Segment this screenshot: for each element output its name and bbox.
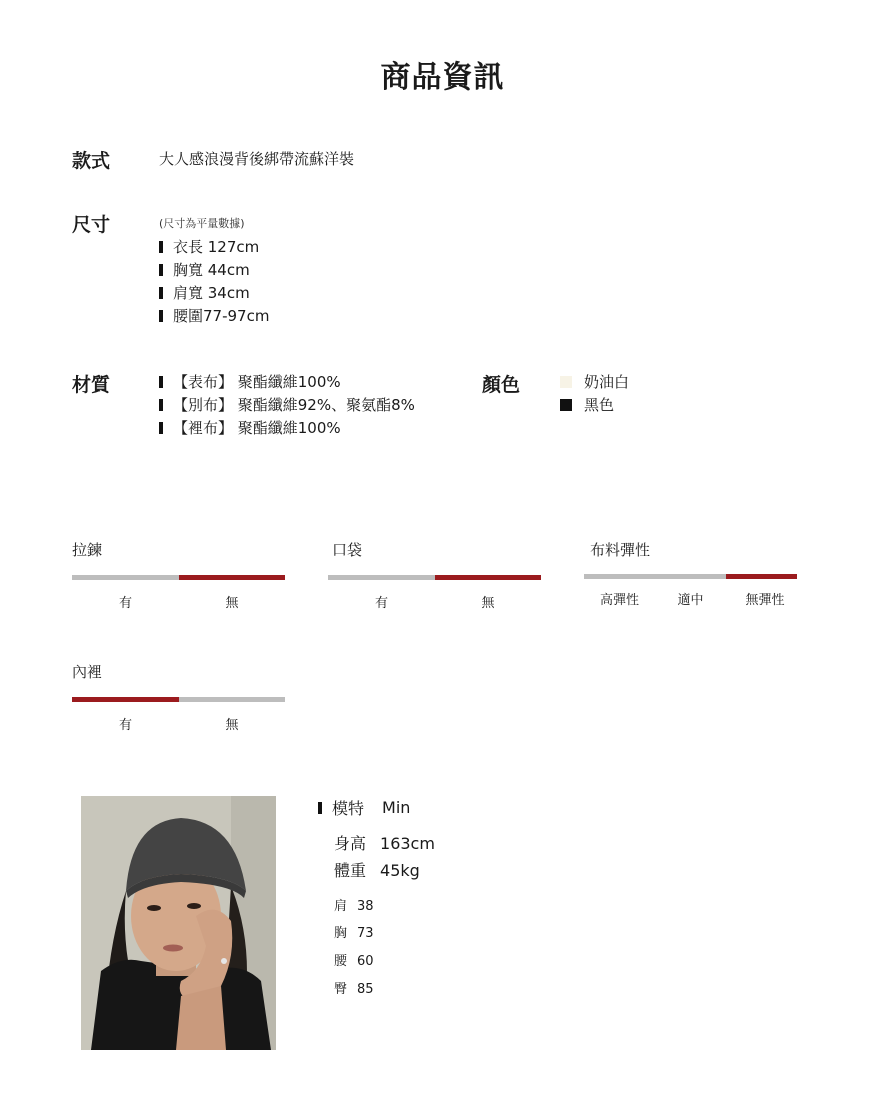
style-label: 款式 <box>72 150 111 172</box>
lining-option-label: 無 <box>225 718 239 733</box>
material-label: 材質 <box>72 374 111 396</box>
color-item: 奶油白 <box>560 370 629 393</box>
stretch-option-bar <box>726 574 797 579</box>
size-list <box>159 235 269 327</box>
size-label: 尺寸 <box>72 214 111 236</box>
size-item: 衣長 127cm <box>159 235 269 258</box>
model-label: 模特 <box>332 799 365 818</box>
cream-swatch-icon <box>560 376 572 388</box>
lining-option-bar <box>72 697 179 702</box>
bullet-bar-icon <box>159 422 163 434</box>
stretch-option-bar <box>655 574 726 579</box>
zipper-option-label: 有 <box>118 596 132 611</box>
bullet-bar-icon <box>159 287 163 299</box>
zipper-option-bar <box>179 575 285 580</box>
material-item: 【別布】 聚酯纖維92%、聚氨酯8% <box>159 393 415 416</box>
pocket-option-label: 無 <box>481 596 495 611</box>
zipper-label: 拉鍊 <box>72 541 103 559</box>
stretch-label: 布料彈性 <box>590 541 651 559</box>
size-item: 腰圍77-97cm <box>159 304 269 327</box>
bullet-bar-icon <box>159 399 163 411</box>
size-item: 肩寬 34cm <box>159 281 269 304</box>
black-swatch-icon <box>560 399 572 411</box>
style-value: 大人感浪漫背後綁帶流蘇洋裝 <box>159 150 355 168</box>
lining-option-label: 有 <box>118 718 132 733</box>
zipper-option-bar <box>72 575 179 580</box>
pocket-option-bar <box>435 575 541 580</box>
color-item: 黑色 <box>560 393 629 416</box>
zipper-option-label: 無 <box>225 596 239 611</box>
model-measurement: 腰 60 <box>334 954 374 969</box>
model-measurement: 胸 73 <box>334 926 374 941</box>
bullet-bar-icon <box>159 376 163 388</box>
stretch-option-label: 無彈性 <box>745 593 785 608</box>
color-label: 顏色 <box>482 374 521 396</box>
model-photo <box>81 796 276 1050</box>
pocket-label: 口袋 <box>332 541 363 559</box>
model-height: 身高 163cm <box>334 834 435 853</box>
stretch-scale-track <box>584 574 797 579</box>
lining-scale-track <box>72 697 285 702</box>
stretch-option-label: 高彈性 <box>599 593 639 608</box>
model-measurement: 臀 85 <box>334 982 374 997</box>
lining-option-bar <box>179 697 285 702</box>
bullet-bar-icon <box>318 802 322 814</box>
pocket-scale-track <box>328 575 541 580</box>
lining-label: 內裡 <box>72 663 103 681</box>
bullet-bar-icon <box>159 241 163 253</box>
size-item: 胸寬 44cm <box>159 258 269 281</box>
material-item: 【裡布】 聚酯纖維100% <box>159 416 415 439</box>
model-weight: 體重 45kg <box>334 861 420 880</box>
pocket-option-bar <box>328 575 435 580</box>
page-title: 商品資訊 <box>380 60 505 95</box>
model-name: Min <box>382 798 411 817</box>
bullet-bar-icon <box>159 264 163 276</box>
pocket-option-label: 有 <box>374 596 388 611</box>
stretch-option-bar <box>584 574 655 579</box>
zipper-scale-track <box>72 575 285 580</box>
material-item: 【表布】 聚酯纖維100% <box>159 370 415 393</box>
model-measurement: 肩 38 <box>334 899 374 914</box>
bullet-bar-icon <box>159 310 163 322</box>
material-list <box>159 370 415 439</box>
stretch-option-label: 適中 <box>677 593 704 608</box>
model-header <box>318 796 410 819</box>
size-note: (尺寸為平量數據) <box>159 217 245 230</box>
color-list <box>560 370 629 416</box>
